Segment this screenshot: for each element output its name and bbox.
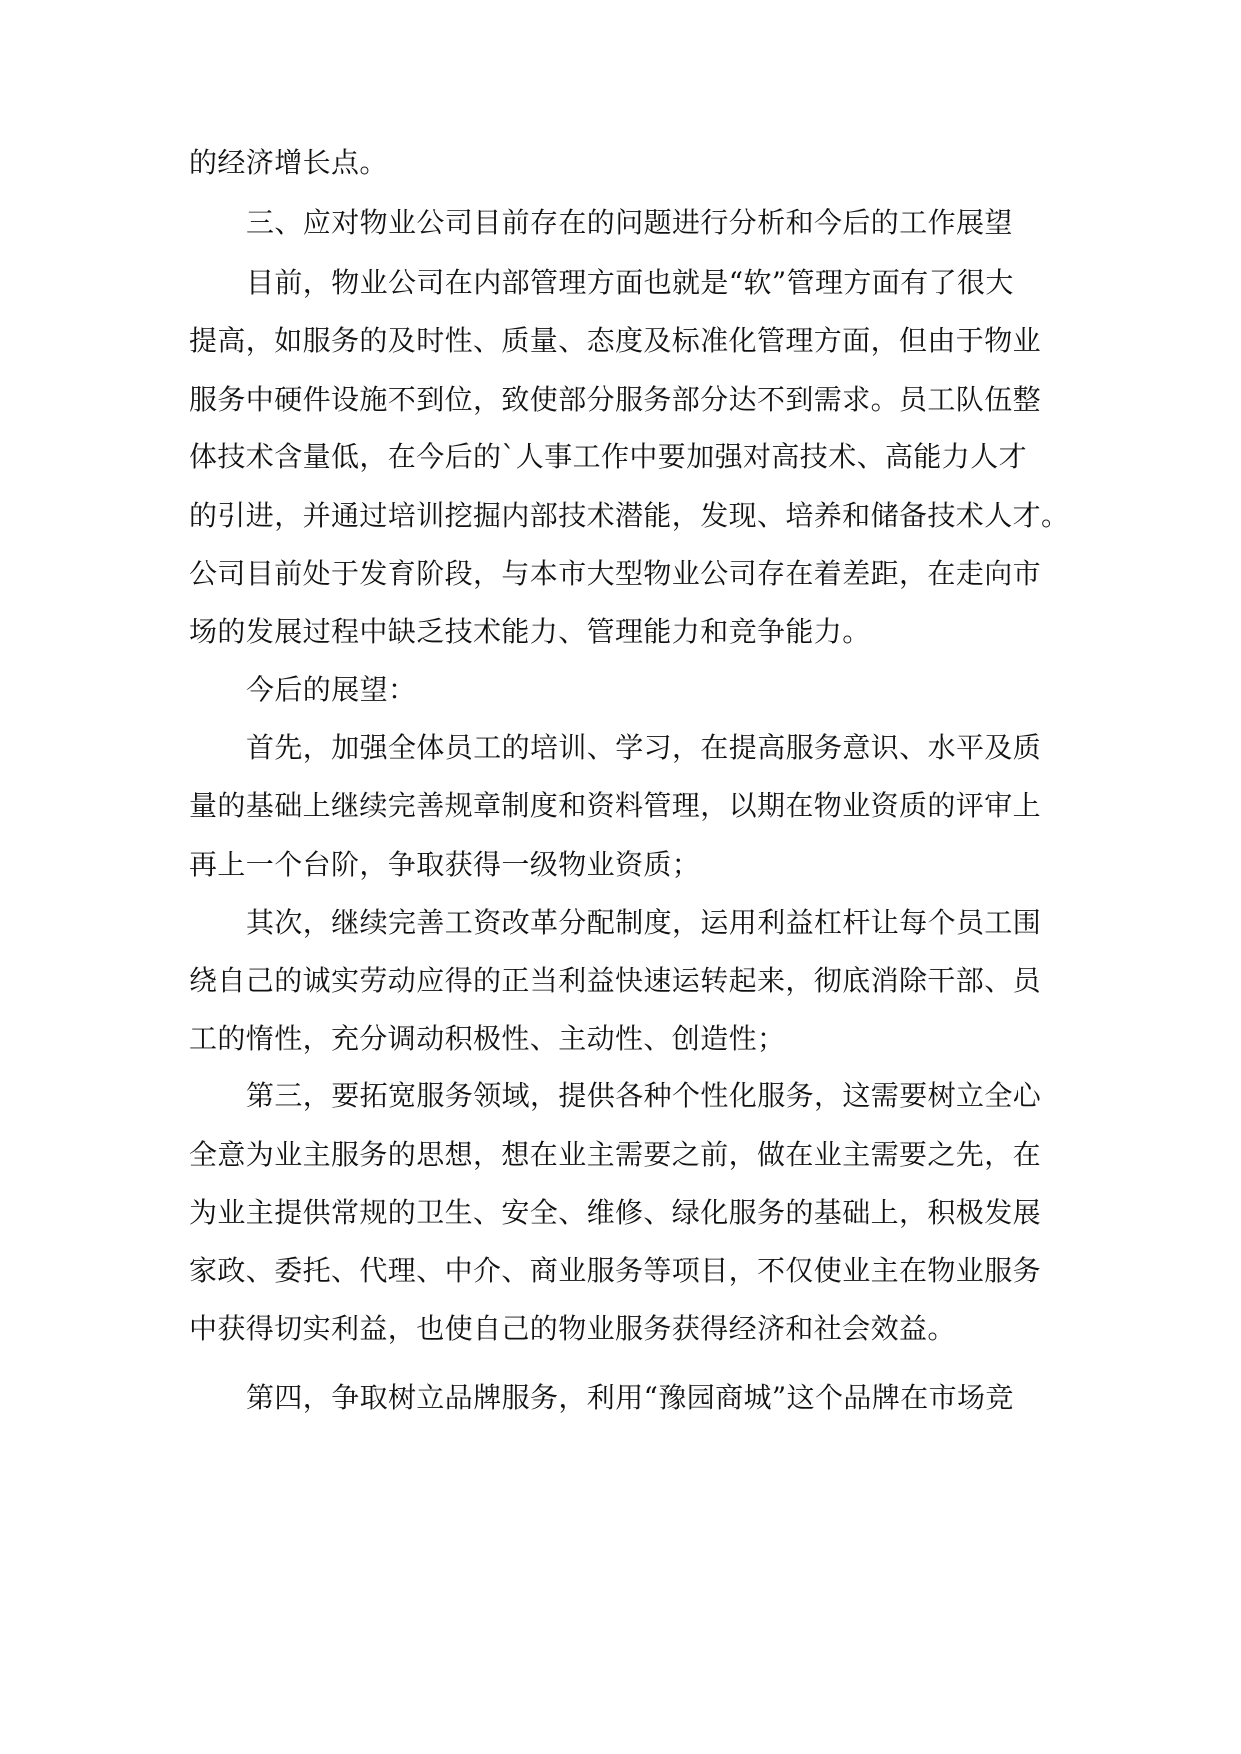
text-line: 再上一个台阶，争取获得一级物业资质；: [189, 848, 701, 881]
text-line: 第四，争取树立品牌服务，利用“豫园商城”这个品牌在市场竞: [246, 1381, 1014, 1414]
text-line: 的经济增长点。: [189, 146, 388, 179]
text-line: 首先，加强全体员工的培训、学习，在提高服务意识、水平及质: [246, 731, 1042, 764]
text-line: 体技术含量低，在今后的`人事工作中要加强对高技术、高能力人才: [189, 440, 1028, 473]
text-line: 全意为业主服务的思想，想在业主需要之前，做在业主需要之先，在: [189, 1138, 1042, 1171]
text-line: 今后的展望：: [246, 673, 417, 706]
section-heading: 三、应对物业公司目前存在的问题进行分析和今后的工作展望: [246, 206, 1013, 239]
text-line: 绕自己的诚实劳动应得的正当利益快速运转起来，彻底消除干部、员: [189, 964, 1042, 997]
text-line: 工的惰性，充分调动积极性、主动性、创造性；: [189, 1022, 786, 1055]
text-line: 场的发展过程中缺乏技术能力、管理能力和竞争能力。: [189, 615, 871, 648]
text-line: 其次，继续完善工资改革分配制度，运用利益杠杆让每个员工围: [246, 906, 1042, 939]
text-line: 目前，物业公司在内部管理方面也就是“软”管理方面有了很大: [246, 266, 1014, 299]
text-line: 中获得切实利益，也使自己的物业服务获得经济和社会效益。: [189, 1312, 956, 1345]
text-line: 公司目前处于发育阶段，与本市大型物业公司存在着差距，在走向市: [189, 557, 1042, 590]
text-line: 服务中硬件设施不到位，致使部分服务部分达不到需求。员工队伍整: [189, 383, 1042, 416]
text-line: 为业主提供常规的卫生、安全、维修、绿化服务的基础上，积极发展: [189, 1196, 1042, 1229]
text-line: 量的基础上继续完善规章制度和资料管理，以期在物业资质的评审上: [189, 789, 1042, 822]
text-line: 第三，要拓宽服务领域，提供各种个性化服务，这需要树立全心: [246, 1079, 1042, 1112]
text-line: 家政、委托、代理、中介、商业服务等项目，不仅使业主在物业服务: [189, 1254, 1042, 1287]
text-line: 提高，如服务的及时性、质量、态度及标准化管理方面，但由于物业: [189, 324, 1042, 357]
text-line: 的引进，并通过培训挖掘内部技术潜能，发现、培养和储备技术人才。: [189, 499, 1070, 532]
